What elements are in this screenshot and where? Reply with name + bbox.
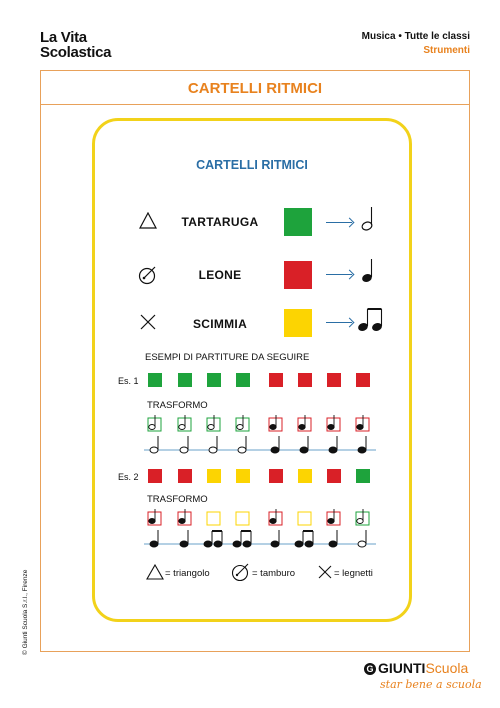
- transform-example-1: [140, 412, 380, 460]
- red-swatch: [284, 261, 312, 289]
- sequence-square-green: [178, 373, 192, 387]
- animal-label-tartaruga: TARTARUGA: [181, 215, 259, 229]
- examples-heading: ESEMPI DI PARTITURE DA SEGUIRE: [145, 352, 310, 363]
- logo-line-1: La Vita: [40, 29, 87, 46]
- green-swatch: [284, 208, 312, 236]
- eighth-note-pair-icon: [356, 305, 386, 333]
- arrow-icon: [326, 222, 352, 223]
- sequence-square-green: [236, 373, 250, 387]
- sequence-square-red: [148, 469, 162, 483]
- category-label: Strumenti: [423, 45, 470, 56]
- brand-name: GIUNTI: [378, 660, 426, 676]
- sequence-square-yellow: [236, 469, 250, 483]
- triangle-icon: [139, 212, 157, 229]
- brand-tagline: star bene a scuola: [380, 678, 482, 691]
- transform-example-2: [140, 506, 380, 554]
- example-2-label: Es. 2: [118, 472, 139, 482]
- animal-label-leone: LEONE: [198, 268, 242, 282]
- sequence-square-yellow: [207, 469, 221, 483]
- sequence-square-red: [269, 469, 283, 483]
- sequence-square-green: [356, 469, 370, 483]
- legend-triangolo: = triangolo: [165, 568, 210, 579]
- title-divider: [41, 104, 469, 105]
- sequence-square-red: [298, 373, 312, 387]
- sequence-square-yellow: [298, 469, 312, 483]
- example-1-label: Es. 1: [118, 376, 139, 386]
- page-title: CARTELLI RITMICI: [187, 80, 323, 97]
- sequence-square-green: [148, 373, 162, 387]
- sequence-square-red: [327, 373, 341, 387]
- sequence-square-red: [356, 373, 370, 387]
- half-note-icon: [360, 204, 380, 232]
- sequence-square-red: [327, 469, 341, 483]
- transform-label-1: TRASFORMO: [147, 400, 208, 411]
- drum-icon: [138, 265, 158, 285]
- sequence-square-red: [178, 469, 192, 483]
- drum-icon: [231, 562, 251, 582]
- header-meta: [362, 30, 470, 58]
- quarter-note-icon: [360, 256, 380, 284]
- sequence-square-red: [269, 373, 283, 387]
- sequence-square-green: [207, 373, 221, 387]
- triangle-icon: [146, 564, 164, 580]
- legend-legnetti: = legnetti: [334, 568, 373, 579]
- animal-label-scimmia: SCIMMIA: [192, 317, 248, 331]
- logo-line-2: Scolastica: [40, 44, 112, 61]
- subject-label: Musica • Tutte le classi: [361, 31, 470, 42]
- magazine-logo: [40, 30, 111, 60]
- arrow-icon: [326, 322, 352, 323]
- yellow-swatch: [284, 309, 312, 337]
- sticks-icon: [318, 565, 332, 579]
- card-title: CARTELLI RITMICI: [196, 158, 308, 172]
- sticks-icon: [140, 314, 156, 330]
- giunti-mark-icon: G: [364, 663, 376, 675]
- copyright-notice: © Giunti Scuola S.r.l., Firenze: [22, 569, 29, 655]
- transform-label-2: TRASFORMO: [147, 494, 208, 505]
- arrow-icon: [326, 274, 352, 275]
- brand-school: Scuola: [425, 660, 469, 676]
- publisher-logo: [364, 660, 468, 676]
- legend-tamburo: = tamburo: [252, 568, 296, 579]
